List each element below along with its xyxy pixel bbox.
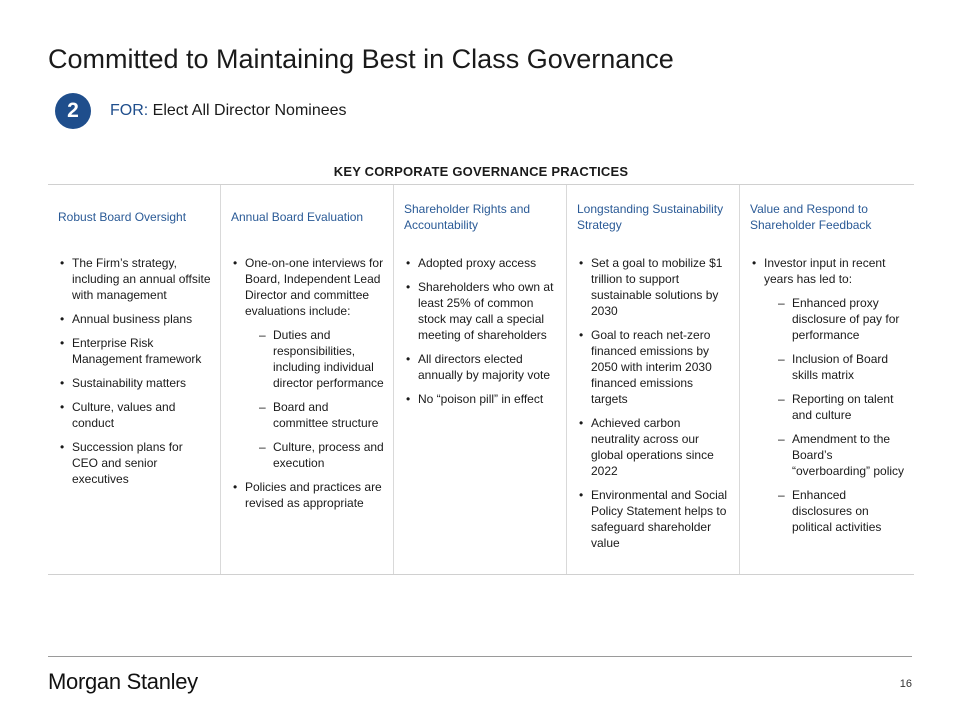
bullet-list [577,255,731,551]
list-item: • Environmental and Social Policy Statement helps to safeguard shareholder value [577,487,731,551]
sub-list-item: – Enhanced disclosures on political activities [764,487,905,535]
list-item [750,255,905,535]
sub-list-item: – Board and committee structure [245,399,385,431]
sub-list-item: – Enhanced proxy disclosure of pay for performance [764,295,905,343]
proposal-subtitle [110,102,347,120]
list-item: • Sustainability matters [58,375,212,391]
column-header: Annual Board Evaluation [231,210,364,224]
list-item: • Achieved carbon neutrality across our global operations since 2022 [577,415,731,479]
list-item: • Goal to reach net-zero financed emissions by 2050 with interim 2030 financed emissions targets [577,327,731,407]
column-shareholder-feedback [740,185,913,574]
sub-list [764,295,905,535]
page-number: 16 [899,678,912,690]
footer-divider [48,656,912,657]
column-sustainability-strategy [567,185,740,574]
bullet-list [231,255,385,511]
bullet-list [404,255,558,407]
list-item: • All directors elected annually by majority vote [404,351,558,383]
list-item: • Annual business plans [58,311,212,327]
list-item: • Culture, values and conduct [58,399,212,431]
sub-list-item: – Reporting on talent and culture [764,391,905,423]
governance-practices-table [48,184,914,575]
list-item [231,255,385,471]
sub-list-item: – Culture, process and execution [245,439,385,471]
sub-list-item: – Inclusion of Board skills matrix [764,351,905,383]
sub-list-item: – Duties and responsibilities, including individual director performance [245,327,385,391]
list-item: • Shareholders who own at least 25% of common stock may call a special meeting of shareholders [404,279,558,343]
column-header: Value and Respond to Shareholder Feedback [750,202,872,232]
section-heading: KEY CORPORATE GOVERNANCE PRACTICES [333,164,629,179]
list-item: • Adopted proxy access [404,255,558,271]
list-item: • Set a goal to mobilize $1 trillion to support sustainable solutions by 2030 [577,255,731,319]
sub-list-item: – Amendment to the Board’s “overboarding” policy [764,431,905,479]
bullet-list [750,255,905,535]
column-header: Longstanding Sustainability Strategy [577,202,724,232]
column-shareholder-rights [394,185,567,574]
list-item: • The Firm’s strategy, including an annual offsite with management [58,255,212,303]
column-header: Shareholder Rights and Accountability [404,202,531,232]
list-item-text: One-on-one interviews for Board, Independent Lead Director and committee evaluations include: [245,256,384,318]
proposal-name: Elect All Director Nominees [152,102,347,119]
column-annual-board-evaluation [221,185,394,574]
proposal-number-badge: 2 [55,93,91,129]
vote-recommendation: FOR: [110,102,149,119]
column-robust-board-oversight [48,185,221,574]
sub-list [245,327,385,471]
column-header: Robust Board Oversight [58,210,187,224]
list-item: • Succession plans for CEO and senior executives [58,439,212,487]
page-title: Committed to Maintaining Best in Class Governance [48,44,674,74]
list-item-text: Investor input in recent years has led to: [764,256,886,286]
list-item: • Enterprise Risk Management framework [58,335,212,367]
list-item: • Policies and practices are revised as appropriate [231,479,385,511]
bullet-list [58,255,212,487]
list-item: • No “poison pill” in effect [404,391,558,407]
company-logo: Morgan Stanley [48,669,198,694]
